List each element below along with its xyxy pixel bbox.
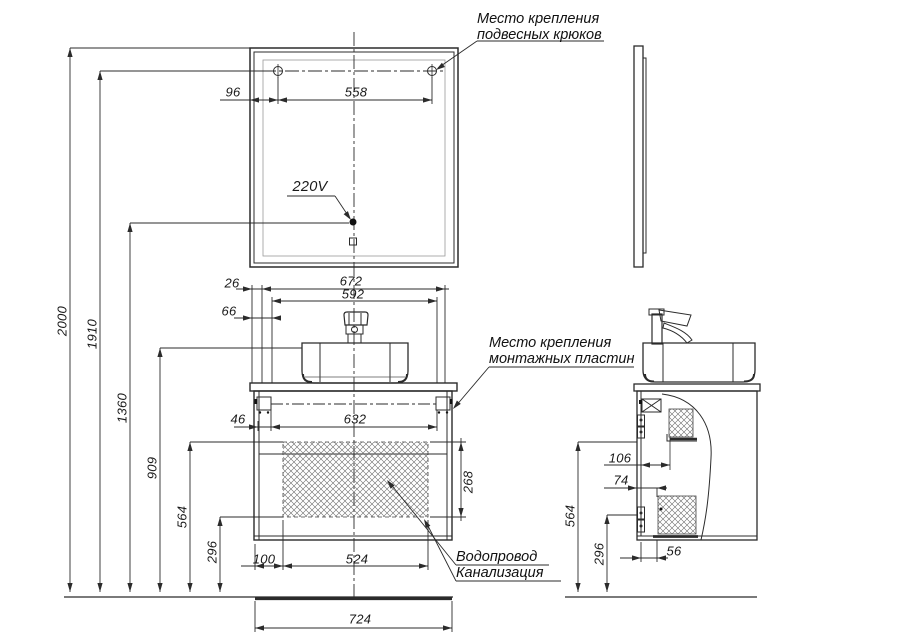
dim-26: 26	[224, 275, 240, 291]
floor-line	[64, 597, 757, 599]
dim-909: 909	[144, 456, 160, 480]
dim-564-right: 564	[562, 504, 578, 528]
vanity-side-view	[634, 309, 760, 540]
dim-100: 100	[252, 551, 276, 567]
power-220v-label: 220V	[292, 179, 328, 195]
hooks-note-line2: подвесных крюков	[477, 27, 602, 43]
dim-558: 558	[344, 84, 368, 100]
plates-mounting-note	[489, 335, 634, 367]
mirror-side-view	[634, 46, 646, 267]
dim-672: 672	[339, 273, 363, 289]
dim-56: 56	[666, 543, 682, 559]
dim-268: 268	[460, 470, 476, 494]
dim-724: 724	[348, 611, 372, 627]
dim-524: 524	[345, 551, 369, 567]
plumbing-note-line2: Канализация	[456, 565, 544, 581]
dim-1360: 1360	[114, 392, 130, 424]
plumbing-note-line1: Водопровод	[456, 549, 538, 565]
dim-106: 106	[608, 450, 632, 466]
dim-564-left: 564	[174, 505, 190, 529]
dim-66: 66	[221, 303, 237, 319]
mirror-dimension-lines	[220, 77, 432, 104]
plumbing-note	[456, 549, 543, 581]
plates-note-line1: Место крепления	[489, 335, 612, 351]
dim-632: 632	[343, 411, 367, 427]
dim-1910: 1910	[84, 318, 100, 350]
hooks-note-line1: Место крепления	[477, 11, 600, 27]
dim-296-left: 296	[204, 540, 220, 564]
plates-note-line2: монтажных пластин	[489, 351, 635, 367]
dim-46: 46	[230, 411, 246, 427]
dim-96: 96	[225, 84, 241, 100]
dim-74: 74	[613, 472, 629, 488]
dim-592: 592	[341, 286, 365, 302]
dim-2000: 2000	[54, 305, 70, 337]
dim-296-right: 296	[591, 542, 607, 566]
hooks-mounting-note	[477, 11, 602, 43]
